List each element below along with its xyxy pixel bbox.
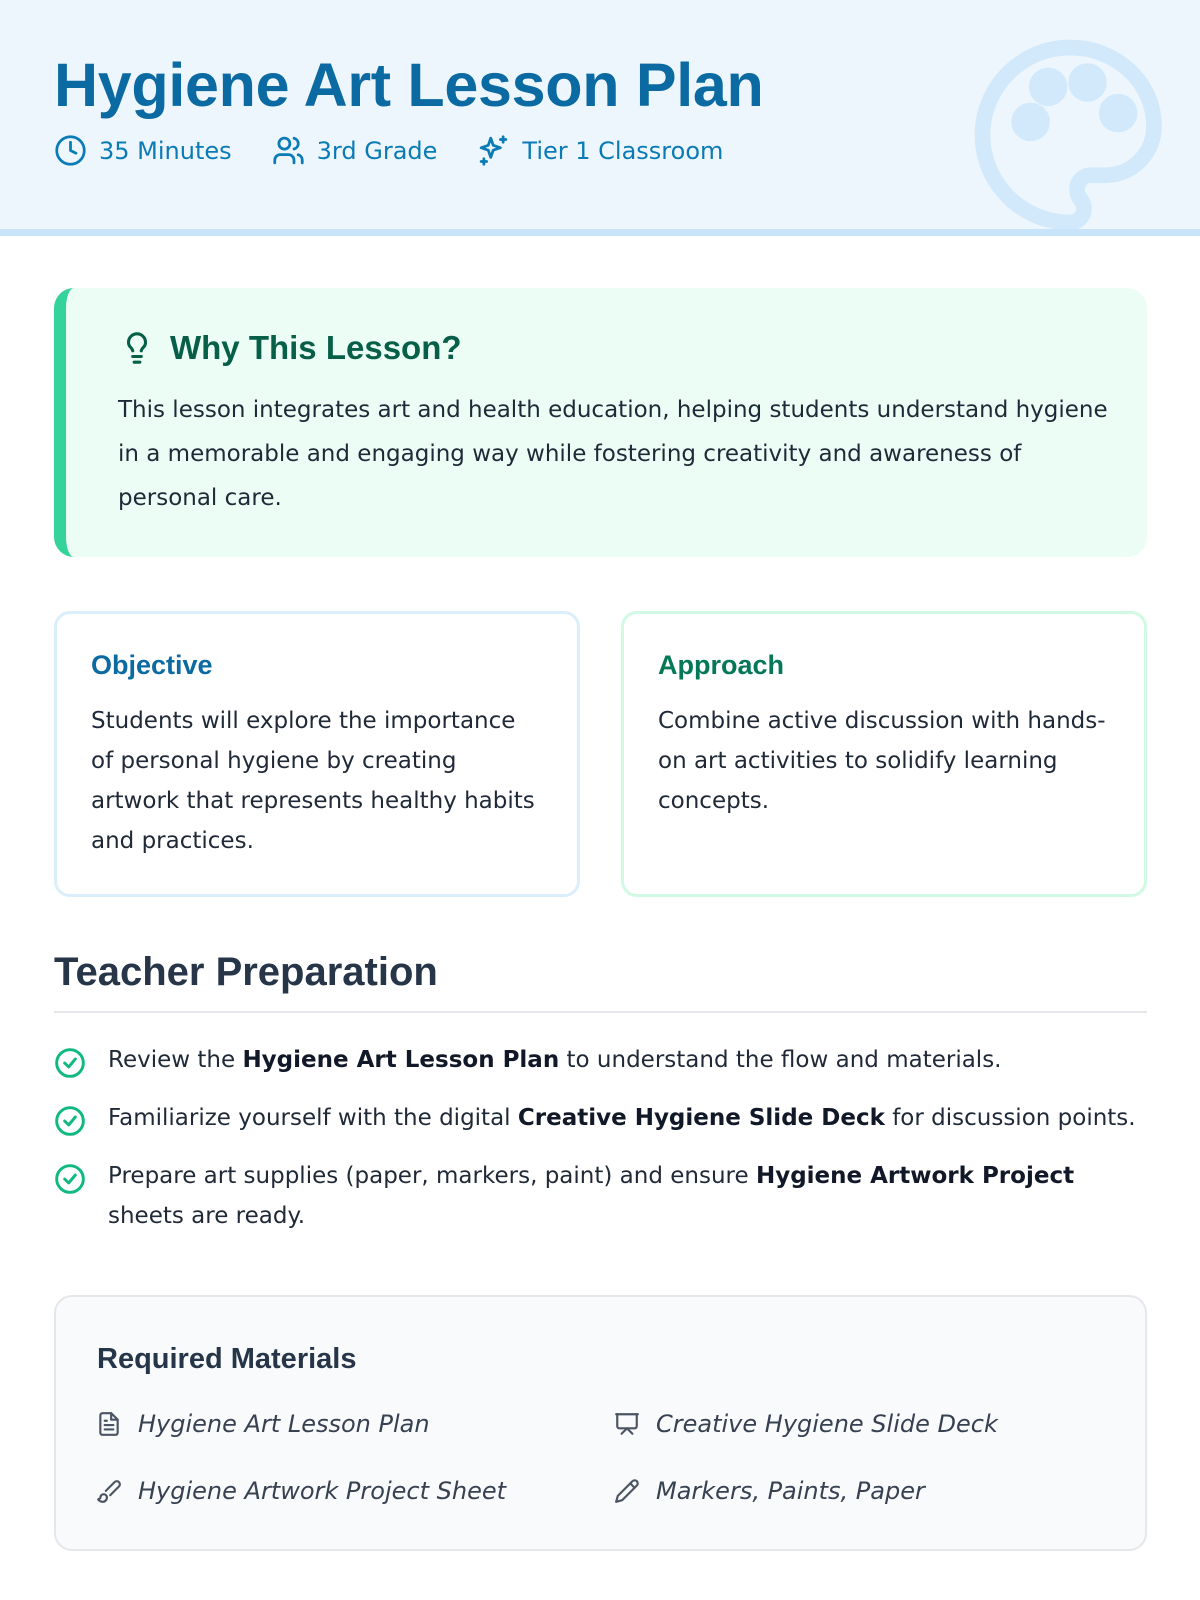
list-item	[54, 1098, 1154, 1138]
palette-icon	[965, 30, 1175, 236]
approach-text: Combine active discussion with hands-on art activities to solidify learning concepts.	[658, 708, 1106, 814]
why-lesson-text: This lesson integrates art and health education, helping students understand hygiene in a memorable and engaging way while fostering creativity and awareness of personal care.	[118, 397, 1108, 511]
why-lesson-title: Why This Lesson?	[170, 329, 462, 366]
lightbulb-icon	[120, 328, 154, 368]
materials-card	[54, 1295, 1147, 1551]
material-item	[96, 1410, 430, 1438]
brush-icon	[96, 1478, 122, 1504]
meta-setting	[477, 134, 723, 167]
list-item	[54, 1040, 1154, 1080]
material-label: Markers, Paints, Paper	[656, 1477, 925, 1505]
check-circle-icon	[54, 1047, 86, 1079]
why-lesson-callout	[54, 288, 1147, 557]
lesson-header	[0, 0, 1200, 236]
approach-title: Approach	[658, 650, 785, 680]
material-label: Hygiene Artwork Project Sheet	[138, 1477, 507, 1505]
meta-grade-label: 3rd Grade	[316, 136, 438, 165]
pencil-icon	[614, 1478, 640, 1504]
lesson-meta	[54, 134, 763, 167]
material-label: Hygiene Art Lesson Plan	[138, 1410, 430, 1438]
clock-icon	[54, 134, 87, 167]
meta-setting-label: Tier 1 Classroom	[522, 136, 724, 165]
section-divider	[54, 1011, 1147, 1013]
list-item-text: Review the Hygiene Art Lesson Plan to understand the flow and materials.	[108, 1047, 1002, 1073]
approach-card	[621, 611, 1147, 897]
material-item	[614, 1410, 998, 1438]
preparation-list	[54, 1040, 1154, 1254]
meta-grade	[272, 134, 438, 167]
material-label: Creative Hygiene Slide Deck	[656, 1410, 998, 1438]
material-item	[96, 1477, 506, 1505]
meta-duration	[54, 134, 232, 167]
why-lesson-heading	[120, 328, 462, 368]
presentation-icon	[614, 1411, 640, 1437]
check-circle-icon	[54, 1105, 86, 1137]
objective-card	[54, 611, 580, 897]
meta-duration-label: 35 Minutes	[99, 136, 232, 165]
document-icon	[96, 1411, 122, 1437]
material-item	[614, 1477, 925, 1505]
materials-title: Required Materials	[97, 1343, 357, 1375]
list-item-text: Prepare art supplies (paper, markers, paint) and ensure Hygiene Artwork Project sheets are ready.	[108, 1163, 1075, 1229]
list-item-text: Familiarize yourself with the digital Creative Hygiene Slide Deck for discussion points.	[108, 1105, 1136, 1131]
list-item	[54, 1156, 1154, 1236]
objective-text: Students will explore the importance of personal hygiene by creating artwork that represents healthy habits and practices.	[91, 708, 535, 854]
objective-title: Objective	[91, 650, 213, 680]
preparation-title: Teacher Preparation	[54, 950, 438, 994]
users-icon	[272, 134, 305, 167]
check-circle-icon	[54, 1163, 86, 1195]
sparkles-icon	[477, 134, 510, 167]
page-title: Hygiene Art Lesson Plan	[54, 51, 764, 119]
